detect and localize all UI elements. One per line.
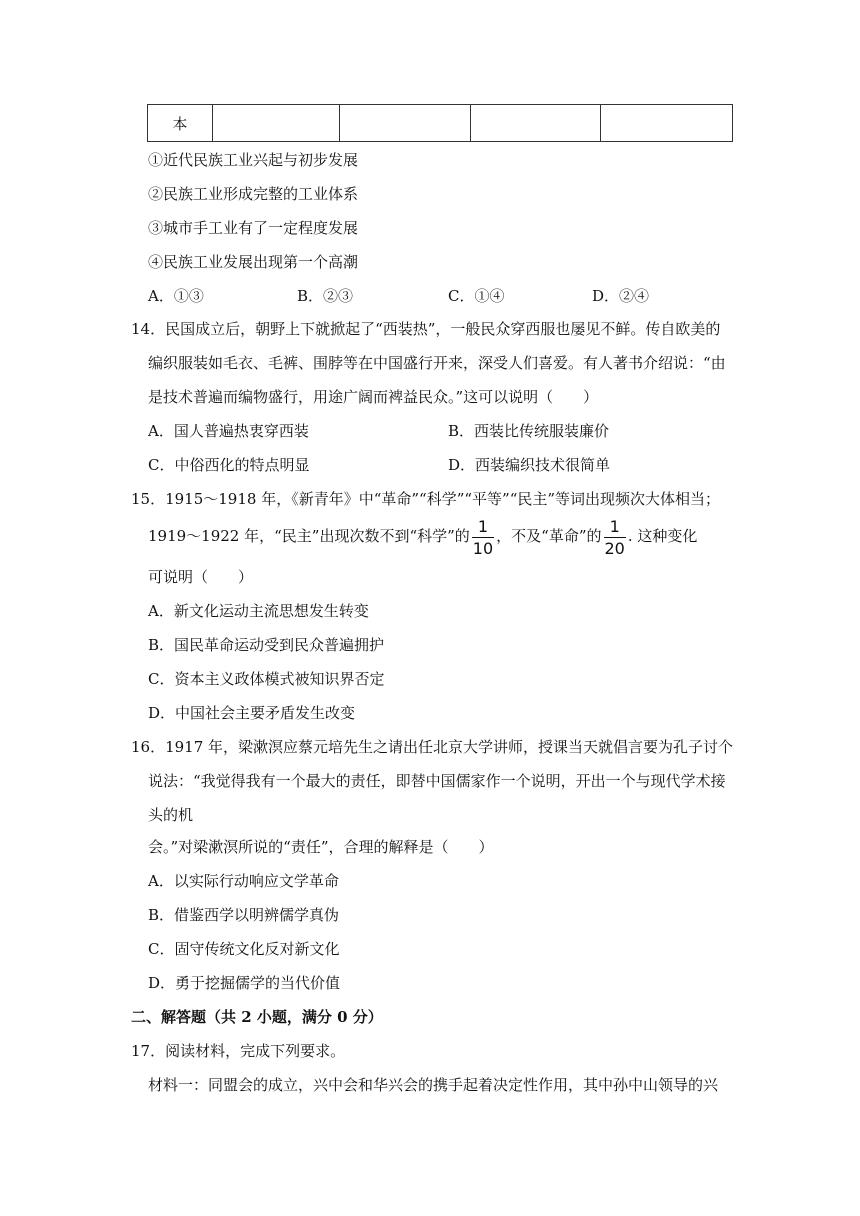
table-cell [470, 105, 601, 142]
q13-item-2: ②民族工业形成完整的工业体系 [148, 185, 359, 203]
q15-stem-line-1: 15．1915～1918 年，《新青年》中“革命”“科学”“平等”“民主”等词出现频次大体相当； [131, 490, 721, 508]
q13-option-c[interactable]: C．①④ [448, 287, 505, 305]
fraction-numerator: 1 [609, 516, 620, 536]
q15-option-a[interactable]: A．新文化运动主流思想发生转变 [148, 602, 369, 620]
q13-option-a[interactable]: A．①③ [148, 287, 204, 305]
table-cell [601, 105, 733, 142]
q13-item-3: ③城市手工业有了一定程度发展 [148, 219, 359, 237]
q17-material-line-1: 材料一：同盟会的成立，兴中会和华兴会的携手起着决定性作用，其中孙中山领导的兴 [148, 1076, 719, 1094]
q17-stem-line-1: 17．阅读材料，完成下列要求。 [131, 1042, 346, 1060]
q16-stem-line-4: 会。”对梁漱溟所说的“责任”，合理的解释是（ ） [148, 838, 494, 856]
fraction-one-tenth [472, 517, 494, 558]
q13-option-b[interactable]: B．②③ [297, 287, 354, 305]
table-fragment [147, 104, 733, 142]
q14-option-a[interactable]: A．国人普遍热衷穿西装 [148, 422, 309, 440]
q15-text-c: . 这种变化 [627, 527, 698, 545]
table-cell [340, 105, 471, 142]
fraction-bar [604, 537, 626, 538]
fraction-one-twentieth [604, 517, 626, 558]
q15-stem-line-3: 可说明（ ） [148, 568, 254, 586]
q13-option-d[interactable]: D．②④ [592, 287, 650, 305]
q15-text-a: 1919～1922 年，“民主”出现次数不到“科学”的 [148, 527, 470, 545]
table-cell [212, 105, 340, 142]
q15-option-c[interactable]: C．资本主义政体模式被知识界否定 [148, 670, 385, 688]
q14-option-c[interactable]: C．中俗西化的特点明显 [148, 456, 310, 474]
section-heading: 二、解答题（共 2 小题，满分 0 分） [131, 1008, 383, 1026]
q16-option-b[interactable]: B．借鉴西学以明辨儒学真伪 [148, 906, 340, 924]
fraction-denominator: 10 [472, 538, 494, 558]
q14-option-d[interactable]: D．西装编织技术很简单 [448, 456, 611, 474]
q15-option-b[interactable]: B．国民革命运动受到民众普遍拥护 [148, 636, 385, 654]
q13-item-4: ④民族工业发展出现第一个高潮 [148, 253, 359, 271]
q14-stem-line-2: 编织服装如毛衣、毛裤、围脖等在中国盛行开来，深受人们喜爱。有人著书介绍说：“由 [148, 354, 726, 372]
q15-text-b: ，不及“革命”的 [496, 527, 602, 545]
q16-option-d[interactable]: D．勇于挖掘儒学的当代价值 [148, 974, 341, 992]
q16-option-c[interactable]: C．固守传统文化反对新文化 [148, 940, 340, 958]
q16-option-a[interactable]: A．以实际行动响应文学革命 [148, 872, 339, 890]
q16-stem-line-2: 说法：“我觉得我有一个最大的责任，即替中国儒家作一个说明，开出一个与现代学术接 [148, 772, 726, 790]
q14-stem-line-1: 14．民国成立后，朝野上下就掀起了“西装热”，一般民众穿西服也屡见不鲜。传自欧美的 [131, 320, 721, 338]
fraction-bar [472, 537, 494, 538]
q16-stem-line-3: 头的机 [148, 806, 194, 824]
q13-item-1: ①近代民族工业兴起与初步发展 [148, 151, 359, 169]
q14-stem-line-3: 是技术普遍而编物盛行，用途广阔而裨益民众。”这可以说明（ ） [148, 388, 599, 406]
q16-stem-line-1: 16．1917 年，梁漱溟应蔡元培先生之请出任北京大学讲师，授课当天就倡言要为孔子讨个 [131, 738, 734, 756]
q15-option-d[interactable]: D．中国社会主要矛盾发生改变 [148, 704, 356, 722]
fraction-denominator: 20 [604, 538, 625, 558]
q15-stem-line-2 [148, 516, 697, 558]
q14-option-b[interactable]: B．西装比传统服装廉价 [448, 422, 610, 440]
table-cell: 本 [148, 105, 213, 142]
table-row [148, 105, 733, 142]
fraction-numerator: 1 [477, 516, 489, 536]
